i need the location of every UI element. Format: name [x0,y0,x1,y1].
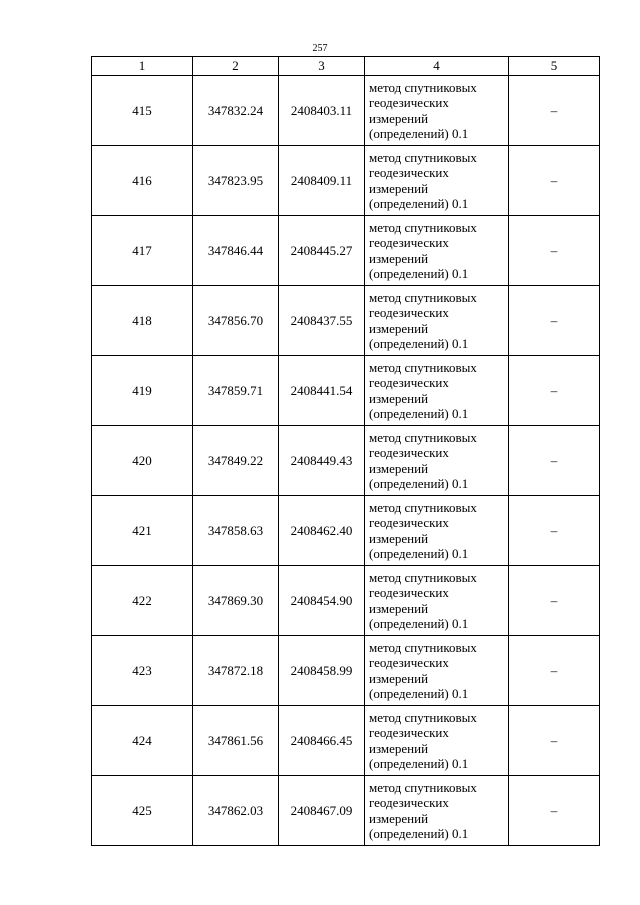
point-number-cell: 421 [92,496,193,566]
method-cell: метод спутниковых геодезических измерений (определений) 0.1 [365,706,509,776]
method-cell: метод спутниковых геодезических измерений (определений) 0.1 [365,496,509,566]
x-coordinate-cell: 347861.56 [193,706,279,776]
table-header-row [92,57,600,76]
table-row [92,496,600,566]
note-cell: – [509,426,600,496]
table-row [92,566,600,636]
column-header-3: 3 [279,57,365,76]
method-cell: метод спутниковых геодезических измерений (определений) 0.1 [365,356,509,426]
point-number-cell: 417 [92,216,193,286]
method-cell: метод спутниковых геодезических измерений (определений) 0.1 [365,636,509,706]
x-coordinate-cell: 347862.03 [193,776,279,846]
method-cell: метод спутниковых геодезических измерений (определений) 0.1 [365,146,509,216]
point-number-cell: 424 [92,706,193,776]
note-cell: – [509,566,600,636]
y-coordinate-cell: 2408466.45 [279,706,365,776]
table-row [92,216,600,286]
x-coordinate-cell: 347858.63 [193,496,279,566]
column-header-1: 1 [92,57,193,76]
note-cell: – [509,146,600,216]
table-row [92,286,600,356]
column-header-4: 4 [365,57,509,76]
column-header-2: 2 [193,57,279,76]
y-coordinate-cell: 2408403.11 [279,76,365,146]
x-coordinate-cell: 347872.18 [193,636,279,706]
method-cell: метод спутниковых геодезических измерений (определений) 0.1 [365,426,509,496]
y-coordinate-cell: 2408437.55 [279,286,365,356]
note-cell: – [509,286,600,356]
table-body [92,76,600,846]
x-coordinate-cell: 347869.30 [193,566,279,636]
point-number-cell: 418 [92,286,193,356]
y-coordinate-cell: 2408441.54 [279,356,365,426]
page-number: 257 [312,43,328,54]
table-row [92,76,600,146]
table-row [92,776,600,846]
column-header-5: 5 [509,57,600,76]
note-cell: – [509,706,600,776]
y-coordinate-cell: 2408449.43 [279,426,365,496]
method-cell: метод спутниковых геодезических измерений (определений) 0.1 [365,76,509,146]
y-coordinate-cell: 2408462.40 [279,496,365,566]
point-number-cell: 420 [92,426,193,496]
table-row [92,146,600,216]
point-number-cell: 419 [92,356,193,426]
x-coordinate-cell: 347856.70 [193,286,279,356]
note-cell: – [509,496,600,566]
point-number-cell: 423 [92,636,193,706]
x-coordinate-cell: 347846.44 [193,216,279,286]
note-cell: – [509,776,600,846]
note-cell: – [509,76,600,146]
method-cell: метод спутниковых геодезических измерений (определений) 0.1 [365,216,509,286]
table-row [92,636,600,706]
x-coordinate-cell: 347832.24 [193,76,279,146]
table-row [92,706,600,776]
method-cell: метод спутниковых геодезических измерений (определений) 0.1 [365,566,509,636]
note-cell: – [509,216,600,286]
method-cell: метод спутниковых геодезических измерений (определений) 0.1 [365,776,509,846]
point-number-cell: 416 [92,146,193,216]
y-coordinate-cell: 2408467.09 [279,776,365,846]
x-coordinate-cell: 347823.95 [193,146,279,216]
coordinates-table [91,56,600,846]
y-coordinate-cell: 2408445.27 [279,216,365,286]
method-cell: метод спутниковых геодезических измерений (определений) 0.1 [365,286,509,356]
point-number-cell: 425 [92,776,193,846]
note-cell: – [509,356,600,426]
y-coordinate-cell: 2408409.11 [279,146,365,216]
x-coordinate-cell: 347849.22 [193,426,279,496]
table-row [92,426,600,496]
x-coordinate-cell: 347859.71 [193,356,279,426]
point-number-cell: 422 [92,566,193,636]
y-coordinate-cell: 2408454.90 [279,566,365,636]
note-cell: – [509,636,600,706]
y-coordinate-cell: 2408458.99 [279,636,365,706]
point-number-cell: 415 [92,76,193,146]
table-row [92,356,600,426]
